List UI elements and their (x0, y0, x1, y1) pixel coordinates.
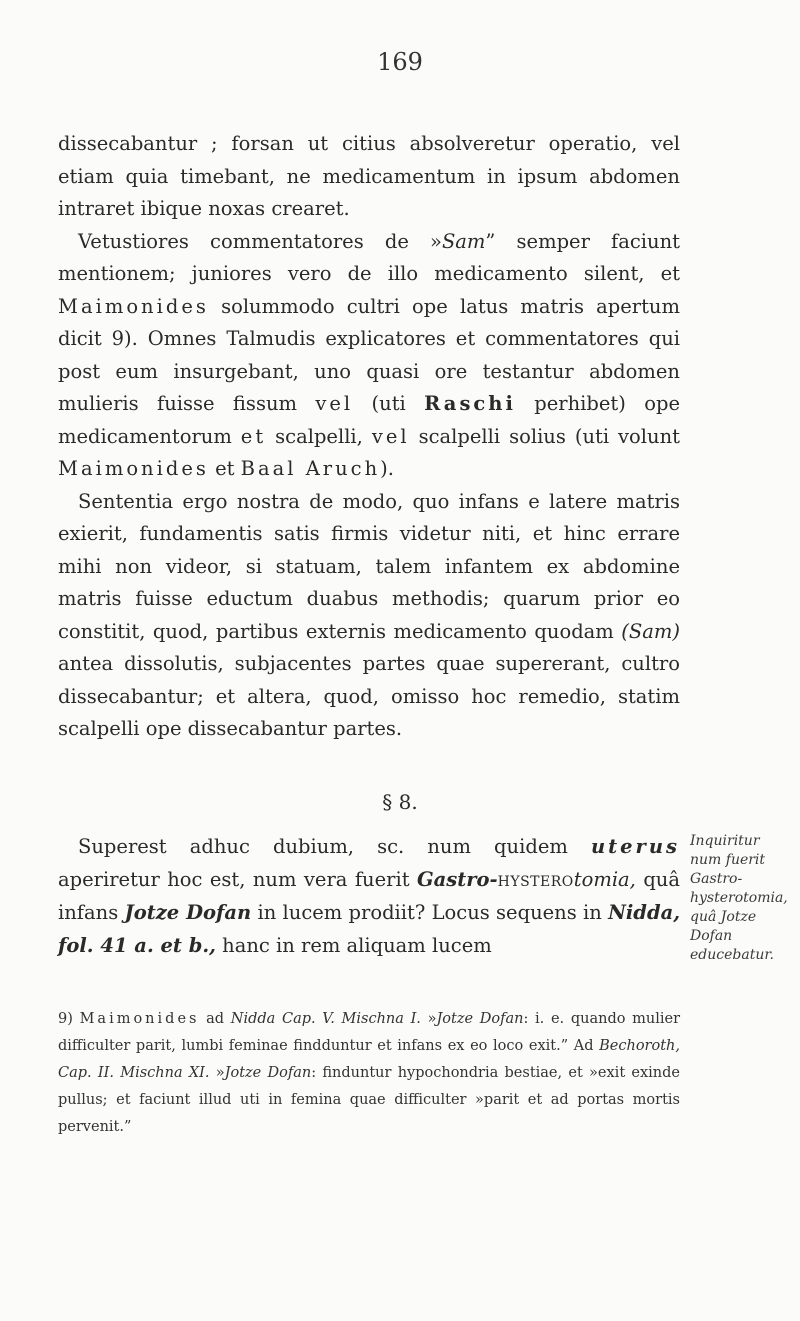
emphasis-vel: vel (371, 424, 410, 448)
text-run: antea dissolutis, subjacentes partes quae supererant, cultro dissecabantur; et altera, quod, omisso hoc remedio, statim scalpelli ope dissecabantur partes. (58, 652, 680, 740)
text-run: ad (199, 1011, 231, 1027)
emphasis-et: et (240, 424, 267, 448)
text-run: (uti (353, 392, 425, 415)
author-maimonides: Maimonides (58, 294, 209, 318)
author-maimonides: Maimonides (58, 457, 209, 480)
footnote-9 (58, 1006, 680, 1141)
page-number: 169 (377, 48, 423, 76)
text-run: in lucem prodiit? Locus sequens in (251, 901, 609, 924)
text-run: solummodo cultri ope latus matris apertum dicit 9). Omnes Talmudis explicatores et commentatores qui post eum insurgebant, uno quasi ore testantur abdomen mulieris fuisse fissum (58, 294, 680, 415)
text-run: scalpelli, (266, 424, 372, 448)
text-run: » (420, 1011, 437, 1027)
text-run: scalpelli solius (uti volunt (409, 424, 680, 448)
text-run: et (208, 457, 241, 480)
emphasis-vel: vel (315, 392, 354, 415)
author-maimonides: Maimonides (79, 1011, 200, 1027)
term-gastro: Gastro- (416, 868, 498, 891)
term-sam: (Sam) (621, 619, 680, 643)
author-raschi: Raschi (424, 392, 516, 415)
term-uterus: uterus (590, 835, 680, 858)
text-run: 9) (58, 1011, 80, 1027)
text-run: quâ infans (58, 868, 680, 924)
text-run: dissecabantur ; forsan ut citius absolveretur operatio, vel etiam quia timebant, ne medicamentum in ipsum abdomen intraret ibique noxas crearet. (58, 132, 680, 220)
paragraph-1 (58, 128, 680, 226)
text-run: perhibet) ope medicamentorum (58, 392, 680, 448)
text-run: ” semper faciunt mentionem; juniores vero de illo medicamento silent, et (58, 229, 680, 285)
reference-bechoroth: Bechoroth, Cap. II. Mischna XI. (58, 1038, 680, 1081)
text-run: Vetustiores commentatores de » (78, 229, 442, 253)
text-run: : i. e. quando mulier difficulter parit, lumbi feminae findduntur et infans ex eo loco exit.” Ad (58, 1011, 681, 1054)
term-jotze-dofan: Jotze Dofan (224, 1065, 312, 1081)
term-jotze-dofan: Jotze Dofan (436, 1011, 524, 1027)
term-tomia: tomia, (573, 868, 636, 891)
text-run: Superest adhuc dubium, sc. num quidem (78, 835, 591, 858)
paragraph-3 (58, 486, 680, 746)
text-run: aperiretur hoc est, num vera fuerit (58, 868, 417, 891)
main-text (58, 128, 680, 746)
footnote (58, 1006, 680, 1141)
section-paragraph (58, 830, 680, 962)
section-heading: § 8. (382, 790, 418, 814)
section-text (58, 830, 680, 962)
term-sam: Sam (441, 229, 486, 253)
term-hystero: hystero (497, 868, 574, 891)
reference-nidda: Nidda Cap. V. Mischna I. (230, 1011, 421, 1027)
paragraph-2 (58, 226, 680, 486)
margin-note: Inquiritur num fuerit Gastro-hysterotomia, quâ Jotze Dofan educebatur. (690, 833, 788, 963)
reference-nidda: Nidda, fol. 41 a. et b., (58, 901, 681, 957)
text-run: » (209, 1065, 225, 1081)
text-run: Sententia ergo nostra de modo, quo infans e latere matris exierit, fundamentis satis firmis videtur niti, et hinc errare mihi non videor, si statuam, talem infantem ex abdomine matris fuisse eductum duabus methodis; quarum prior eo constitit, quod, partibus externis medicamento quodam (58, 489, 680, 643)
text-run: : finduntur hypochondria bestiae, et »exit exinde pullus; et faciunt illud uti in femina quae difficulter »parit et ad portas mortis pervenit.” (58, 1065, 681, 1135)
text-run: ). (380, 457, 394, 480)
text-run: hanc in rem aliquam lucem (215, 934, 492, 957)
term-jotze-dofan: Jotze Dofan (124, 901, 252, 924)
author-baal-aruch: Baal Aruch (240, 457, 381, 480)
